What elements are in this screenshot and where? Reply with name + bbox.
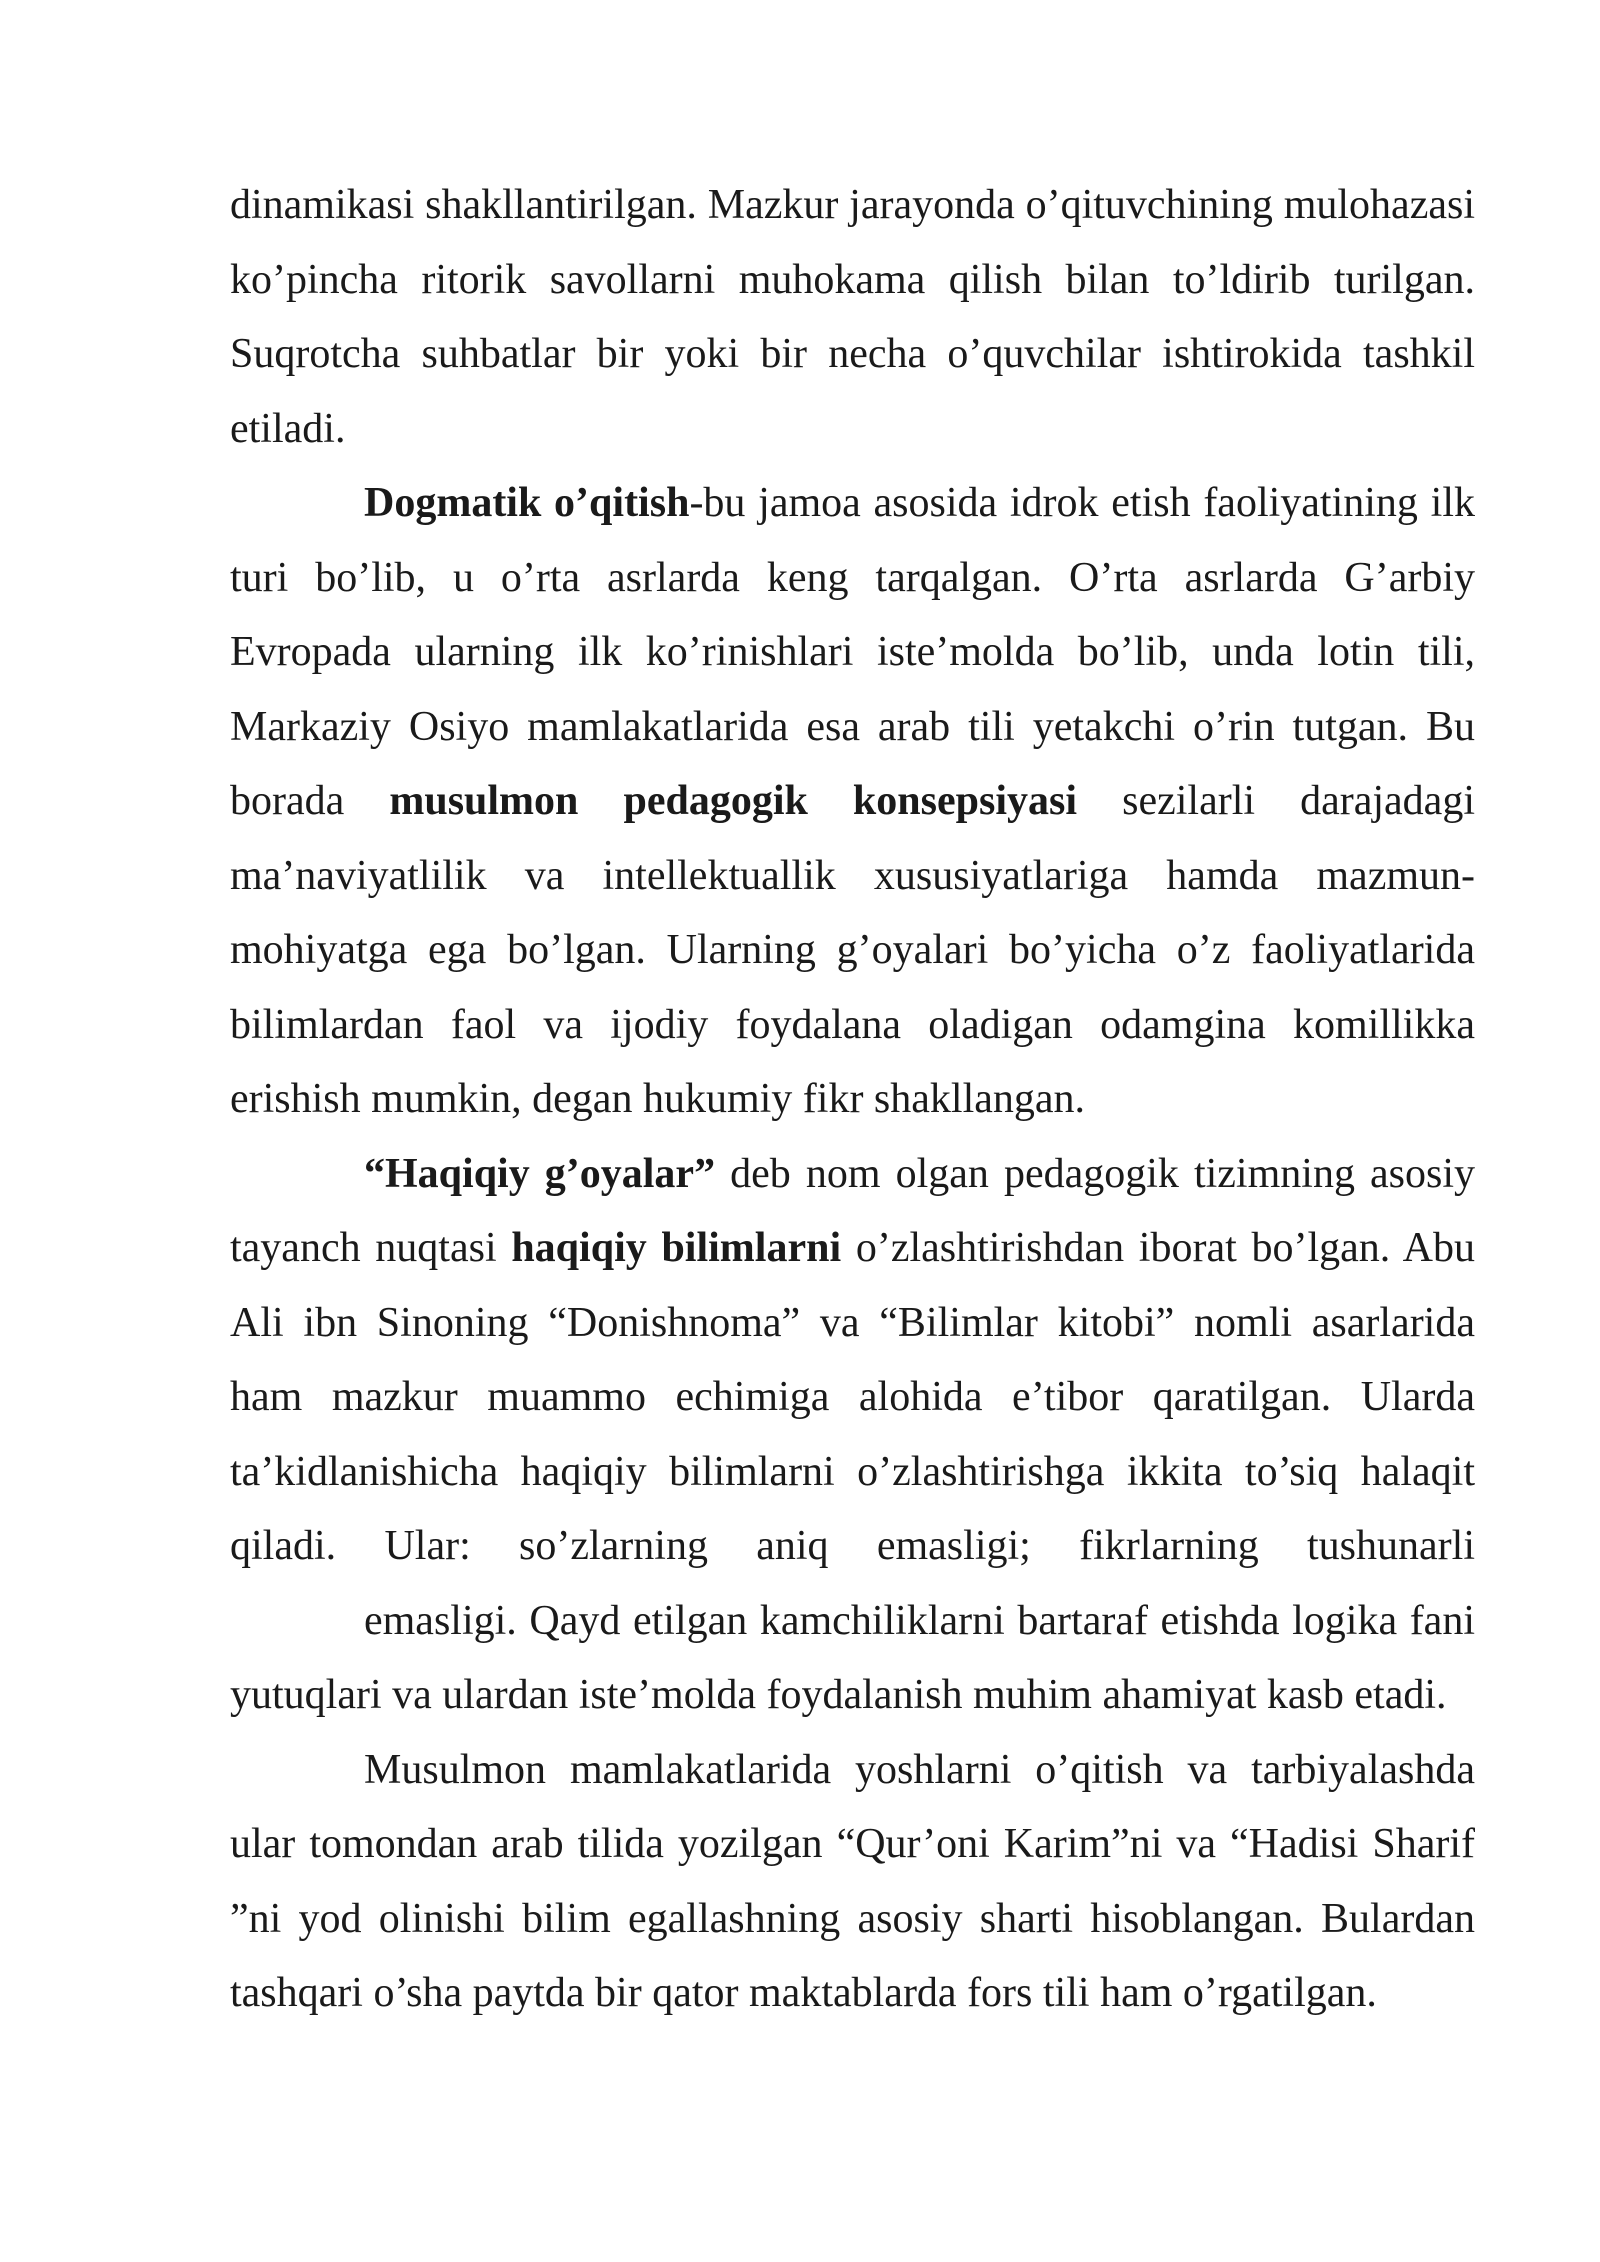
term-haqiqiy-bilimlarni: haqiqiy bilimlarni (511, 1225, 842, 1271)
paragraph-3-text-2: o’zlashtirishdan iborat bo’lgan. Abu Ali ibn Sinoning “Donishnoma” va “Bilimlar kitobi” nomli asarlarida ham mazkur muammo echimiga alohida e’tibor qaratilgan. Ularda ta’kidlanishicha haqiqiy bilimlarni o’zlashtirishga ikkita to’siq halaqit qiladi. Ular: so’zlarning aniq emasligi; fikrlarning tushunarli (230, 1225, 1475, 1569)
paragraph-2-text-2: sezilarli darajadagi ma’naviyatlilik va intellektuallik xususiyatlariga hamda mazmun-mohiyatga ega bo’lgan. Ularning g’oyalari bo’yicha o’z faoliyatlarida bilimlardan faol va ijodiy foydalana oladigan odamgina komillikka erishish mumkin, degan hukumiy fikr shakllangan. (230, 778, 1475, 1122)
paragraph-1 (230, 168, 1475, 466)
paragraph-3 (230, 1137, 1475, 1584)
term-haqiqiy-goyalar: “Haqiqiy g’oyalar” (364, 1150, 716, 1197)
paragraph-3-text-1: deb nom olgan pedagogik tizimning asosiy tayanch nuqtasi (230, 1150, 1476, 1271)
paragraph-4-text: emasligi. Qayd etilgan kamchiliklarni bartaraf etishda logika fani yutuqlari va ulardan iste’molda foydalanish muhim ahamiyat kasb etadi. (230, 1597, 1475, 1718)
term-dogmatik-oqitish: Dogmatik o’qitish (364, 480, 690, 526)
paragraph-1-text: dinamikasi shakllantirilgan. Mazkur jarayonda o’qituvchining mulohazasi ko’pincha ritorik savollarni muhokama qilish bilan to’ldirib turilgan. Suqrotcha suhbatlar bir yoki bir necha o’quvchilar ishtirokida tashkil etiladi. (230, 182, 1475, 452)
paragraph-4 (230, 1584, 1475, 1733)
paragraph-5-text: Musulmon mamlakatlarida yoshlarni o’qitish va tarbiyalashda ular tomondan arab tilida yozilgan “Qur’oni Karim”ni va “Hadisi Sharif ”ni yod olinishi bilim egallashning asosiy sharti hisoblangan. Bulardan tashqari o’sha paytda bir qator maktablarda fors tili ham o’rgatilgan. (230, 1746, 1475, 2016)
paragraph-5 (230, 1733, 1475, 2031)
paragraph-2 (230, 466, 1475, 1137)
document-page (230, 168, 1475, 2031)
term-musulmon-pedagogik-konsepsiyasi: musulmon pedagogik konsepsiyasi (389, 778, 1078, 824)
paragraph-2-text-1: -bu jamoa asosida idrok etish faoliyatining ilk turi bo’lib, u o’rta asrlarda keng tarqalgan. O’rta asrlarda G’arbiy Evropada ularning ilk ko’rinishlari iste’molda bo’lib, unda lotin tili, Markaziy Osiyo mamlakatlarida esa arab tili yetakchi o’rin tutgan. Bu borada (230, 480, 1475, 824)
